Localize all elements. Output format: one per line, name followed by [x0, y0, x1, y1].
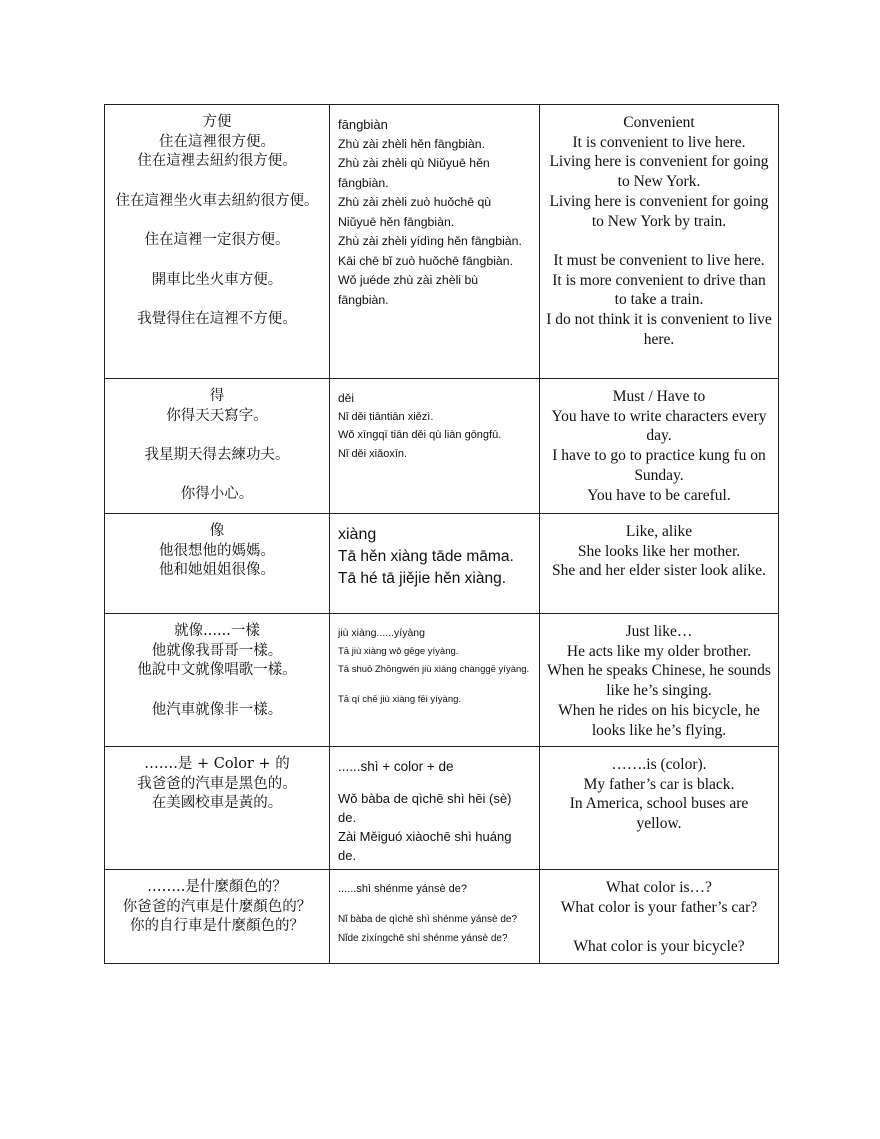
spacer — [111, 681, 323, 701]
example-sentence: It must be convenient to live here. — [553, 251, 765, 269]
term-heading: jiù xiàng......yíyàng — [338, 627, 425, 639]
chinese-cell — [105, 379, 330, 514]
example-sentence: 開車比坐火車方便。 — [151, 271, 283, 288]
example-sentence: In America, school buses are yellow. — [569, 795, 749, 833]
term-heading: 得 — [209, 388, 225, 404]
chinese-cell — [105, 870, 330, 964]
chinese-cell — [105, 514, 330, 614]
pinyin-cell — [330, 614, 540, 747]
example-sentence: 我覺得住在這裡不方便。 — [137, 310, 297, 327]
table-row — [105, 379, 779, 514]
english-cell — [540, 614, 779, 747]
example-sentence: Zhù zài zhèli hěn fāngbiàn. — [338, 136, 485, 151]
example-sentence: 住在這裡坐火車去紐約很方便。 — [115, 192, 319, 209]
table-row — [105, 614, 779, 747]
example-sentence: 他很想他的媽媽。 — [159, 542, 275, 559]
example-sentence: 他就像我哥哥一樣。 — [151, 642, 283, 659]
example-sentence: Nǐ bàba de qìchē shì shénme yánsè de? — [338, 914, 518, 926]
vocabulary-table — [104, 104, 779, 964]
example-sentence: 住在這裡很方便。 — [159, 133, 275, 150]
chinese-cell — [105, 747, 330, 870]
spacer — [338, 776, 531, 789]
english-cell — [540, 379, 779, 514]
chinese-cell — [105, 614, 330, 747]
example-sentence: Zài Měiguó xiàochē shì huáng de. — [338, 829, 512, 863]
spacer — [338, 899, 531, 910]
term-heading: …….是 + Color + 的 — [144, 756, 290, 772]
example-sentence: Wǒ bàba de qìchē shì hēi (sè) de. — [338, 791, 512, 825]
example-sentence: Tā qí chē jiù xiàng fēi yíyàng. — [338, 693, 462, 705]
example-sentence: She and her elder sister look alike. — [552, 562, 766, 580]
example-sentence: Nǐ děi xiǎoxīn. — [338, 447, 408, 460]
example-sentence: Tā hěn xiàng tāde māma. — [338, 548, 514, 565]
example-sentence: She looks like her mother. — [577, 542, 741, 560]
example-sentence: 他說中文就像唱歌一樣。 — [137, 662, 297, 679]
example-sentence: Living here is convenient for going to New York by train. — [549, 192, 769, 230]
example-sentence: I have to go to practice kung fu on Sunday. — [552, 447, 766, 484]
example-sentence: Tā shuō Zhōngwén jiù xiàng chànggē yíyàng. — [338, 664, 530, 675]
example-sentence: 你得天天寫字。 — [166, 407, 268, 424]
term-heading: 方便 — [202, 114, 232, 130]
term-heading: 像 — [209, 523, 225, 539]
example-sentence: Tā jiù xiàng wǒ gēge yíyàng. — [338, 645, 459, 657]
term-heading: …….is (color). — [611, 756, 707, 773]
pinyin-cell — [330, 870, 540, 964]
example-sentence: My father’s car is black. — [583, 775, 735, 793]
spacer — [546, 917, 772, 937]
example-sentence: Zhù zài zhèli qù Niǔyuē hěn fāngbiàn. — [338, 156, 490, 190]
example-sentence: 我爸爸的汽車是黑色的。 — [137, 775, 297, 792]
table-row — [105, 870, 779, 964]
term-heading: Convenient — [623, 114, 695, 131]
spacer — [338, 680, 531, 691]
example-sentence: 你的自行車是什麼顏色的？ — [130, 918, 304, 935]
spacer — [546, 231, 772, 251]
spacer — [111, 290, 323, 310]
spacer — [111, 426, 323, 446]
example-sentence: 我星期天得去練功夫。 — [144, 447, 290, 464]
term-heading: Like, alike — [625, 523, 693, 540]
example-sentence: He acts like my older brother. — [566, 642, 752, 660]
example-sentence: Nǐde zìxíngchē shì shénme yánsè de? — [338, 933, 508, 945]
english-cell — [540, 514, 779, 614]
spacer — [111, 172, 323, 192]
table-row — [105, 747, 779, 870]
spacer — [111, 251, 323, 271]
chinese-cell — [105, 105, 330, 379]
example-sentence: Tā hé tā jiějie hěn xiàng. — [338, 570, 507, 587]
example-sentence: Wǒ xīngqī tiān děi qù liàn gōngfū. — [338, 429, 502, 441]
term-heading: ......shì + color + de — [338, 759, 454, 774]
term-heading: 就像......一樣 — [174, 623, 260, 639]
pinyin-cell — [330, 514, 540, 614]
example-sentence: Kāi chē bǐ zuò huǒchē fāngbiàn. — [338, 253, 514, 268]
example-sentence: 在美國校車是黃的。 — [151, 795, 283, 812]
example-sentence: You have to be careful. — [587, 486, 731, 504]
example-sentence: What color is your bicycle? — [573, 938, 745, 956]
pinyin-cell — [330, 105, 540, 379]
example-sentence: 你爸爸的汽車是什麼顏色的？ — [122, 898, 312, 915]
pinyin-cell — [330, 379, 540, 514]
pinyin-cell — [330, 747, 540, 870]
term-heading: xiàng — [338, 526, 377, 543]
english-cell — [540, 105, 779, 379]
example-sentence: 你得小心。 — [180, 486, 254, 503]
term-heading: What color is…? — [606, 879, 712, 896]
example-sentence: 他汽車就像非一樣。 — [151, 701, 283, 718]
example-sentence: When he speaks Chinese, he sounds like he’s singing. — [547, 662, 771, 700]
term-heading: Just like… — [625, 623, 693, 640]
example-sentence: 住在這裡去紐約很方便。 — [137, 153, 297, 170]
example-sentence: 他和她姐姐很像。 — [159, 562, 275, 579]
term-heading: ......shì shénme yánsè de? — [338, 883, 468, 895]
example-sentence: 住在這裡一定很方便。 — [144, 232, 290, 249]
term-heading: ……..是什麼顏色的？ — [147, 879, 287, 895]
example-sentence: Living here is convenient for going to New York. — [549, 153, 769, 191]
term-heading: fāngbiàn — [338, 117, 388, 132]
table-row — [105, 105, 779, 379]
table-row — [105, 514, 779, 614]
english-cell — [540, 870, 779, 964]
term-heading: děi — [338, 391, 355, 405]
spacer — [111, 212, 323, 232]
example-sentence: Zhù zài zhèli zuò huǒchē qù Niǔyuē hěn fāngbiàn. — [338, 195, 492, 229]
spacer — [111, 466, 323, 486]
example-sentence: Wǒ juéde zhù zài zhèli bù fāngbiàn. — [338, 273, 479, 307]
example-sentence: You have to write characters every day. — [551, 407, 767, 445]
example-sentence: When he rides on his bicycle, he looks like he’s flying. — [558, 701, 760, 739]
term-heading: Must / Have to — [612, 388, 706, 405]
example-sentence: It is more convenient to drive than to take a train. — [552, 271, 766, 309]
example-sentence: It is convenient to live here. — [572, 133, 746, 151]
example-sentence: I do not think it is convenient to live here. — [546, 311, 772, 348]
english-cell — [540, 747, 779, 870]
example-sentence: What color is your father’s car? — [560, 898, 758, 916]
example-sentence: Nǐ děi tiāntiān xiězì. — [338, 410, 434, 423]
example-sentence: Zhù zài zhèli yídìng hěn fāngbiàn. — [338, 234, 522, 248]
